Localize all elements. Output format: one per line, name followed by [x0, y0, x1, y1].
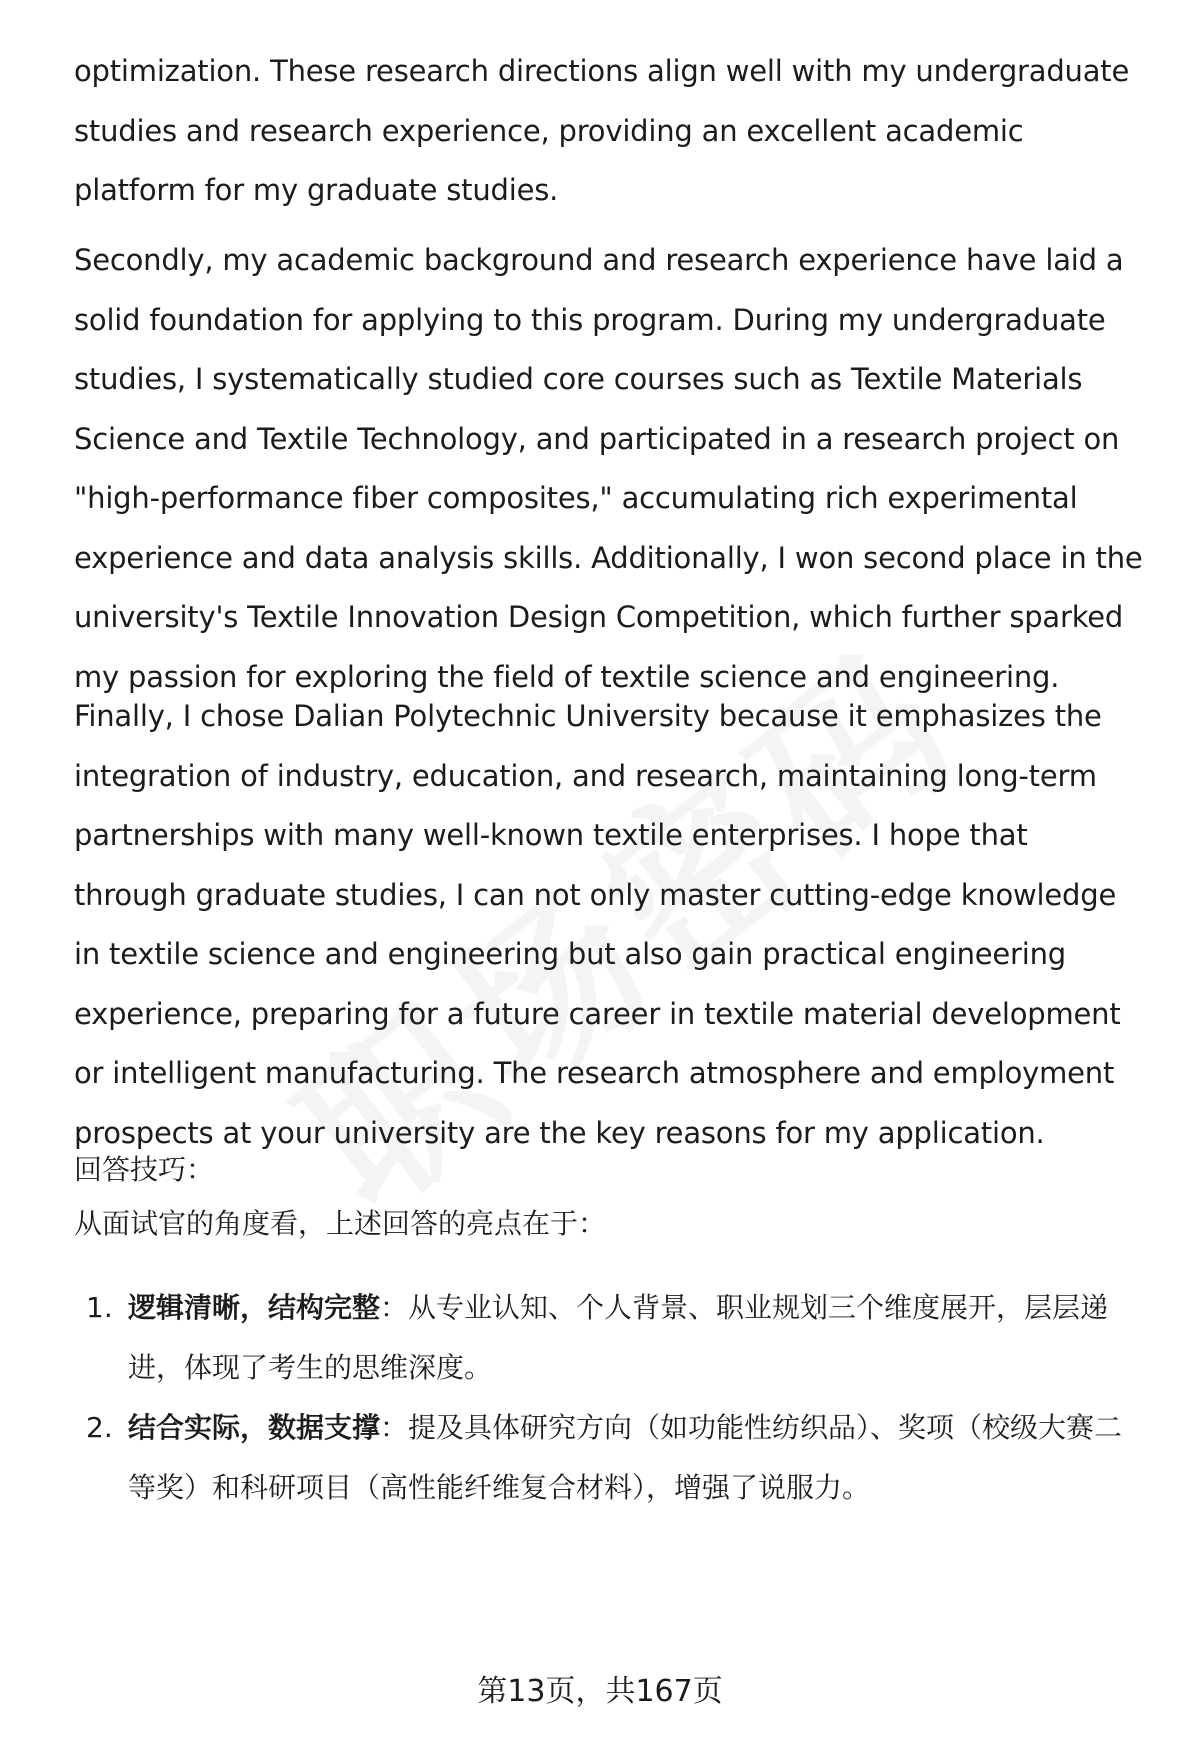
page-number: 第13页，共167页: [477, 1674, 723, 1709]
tips-heading: 回答技巧：: [74, 1153, 215, 1186]
paragraph-3: Finally, I chose Dalian Polytechnic University because it emphasizes the integration of industry, education, and research, maintaining long-term partnerships with many well-known textile enterprises. I hope that through graduate studies, I can not only master cutting-edge knowledge in textile science and engineering but also gain practical engineering experience, preparing for a future career in textile material development or intelligent manufacturing. The research atmosphere and employment prospects at your university are the key reasons for my application.: [74, 699, 1121, 1150]
list-item-title: 结合实际，数据支撑: [128, 1411, 381, 1444]
list-item-title: 逻辑清晰，结构完整: [128, 1291, 381, 1324]
paragraph-2: Secondly, my academic background and research experience have laid a solid foundation for applying to this program. During my undergraduate studies, I systematically studied core courses such as Textile Materials Science and Textile Technology, and participated in a research project on "high-performance fiber composites," accumulating rich experimental experience and data analysis skills. Additionally, I won second place in the university's Textile Innovation Design Competition, which further sparked my passion for exploring the field of textile science and engineering.: [74, 243, 1143, 694]
list-number: 2.: [86, 1411, 113, 1444]
list-item: [74, 1278, 1144, 1398]
tips-intro: 从面试官的角度看，上述回答的亮点在于：: [74, 1207, 607, 1240]
paragraph-1: optimization. These research directions align well with my undergraduate studies and research experience, providing an excellent academic platform for my graduate studies.: [74, 54, 1130, 207]
list-number: 1.: [86, 1291, 113, 1324]
list-item: [74, 1398, 1144, 1518]
tips-list: [74, 1278, 1144, 1518]
list-item-text: ：提及具体研究方向（如功能性纺织品）、奖项（校级大赛二等奖）和科研项目（高性能纤维复合材料），增强了说服力。: [128, 1411, 1123, 1504]
list-item-text: ：从专业认知、个人背景、职业规划三个维度展开，层层递进，体现了考生的思维深度。: [128, 1291, 1109, 1384]
